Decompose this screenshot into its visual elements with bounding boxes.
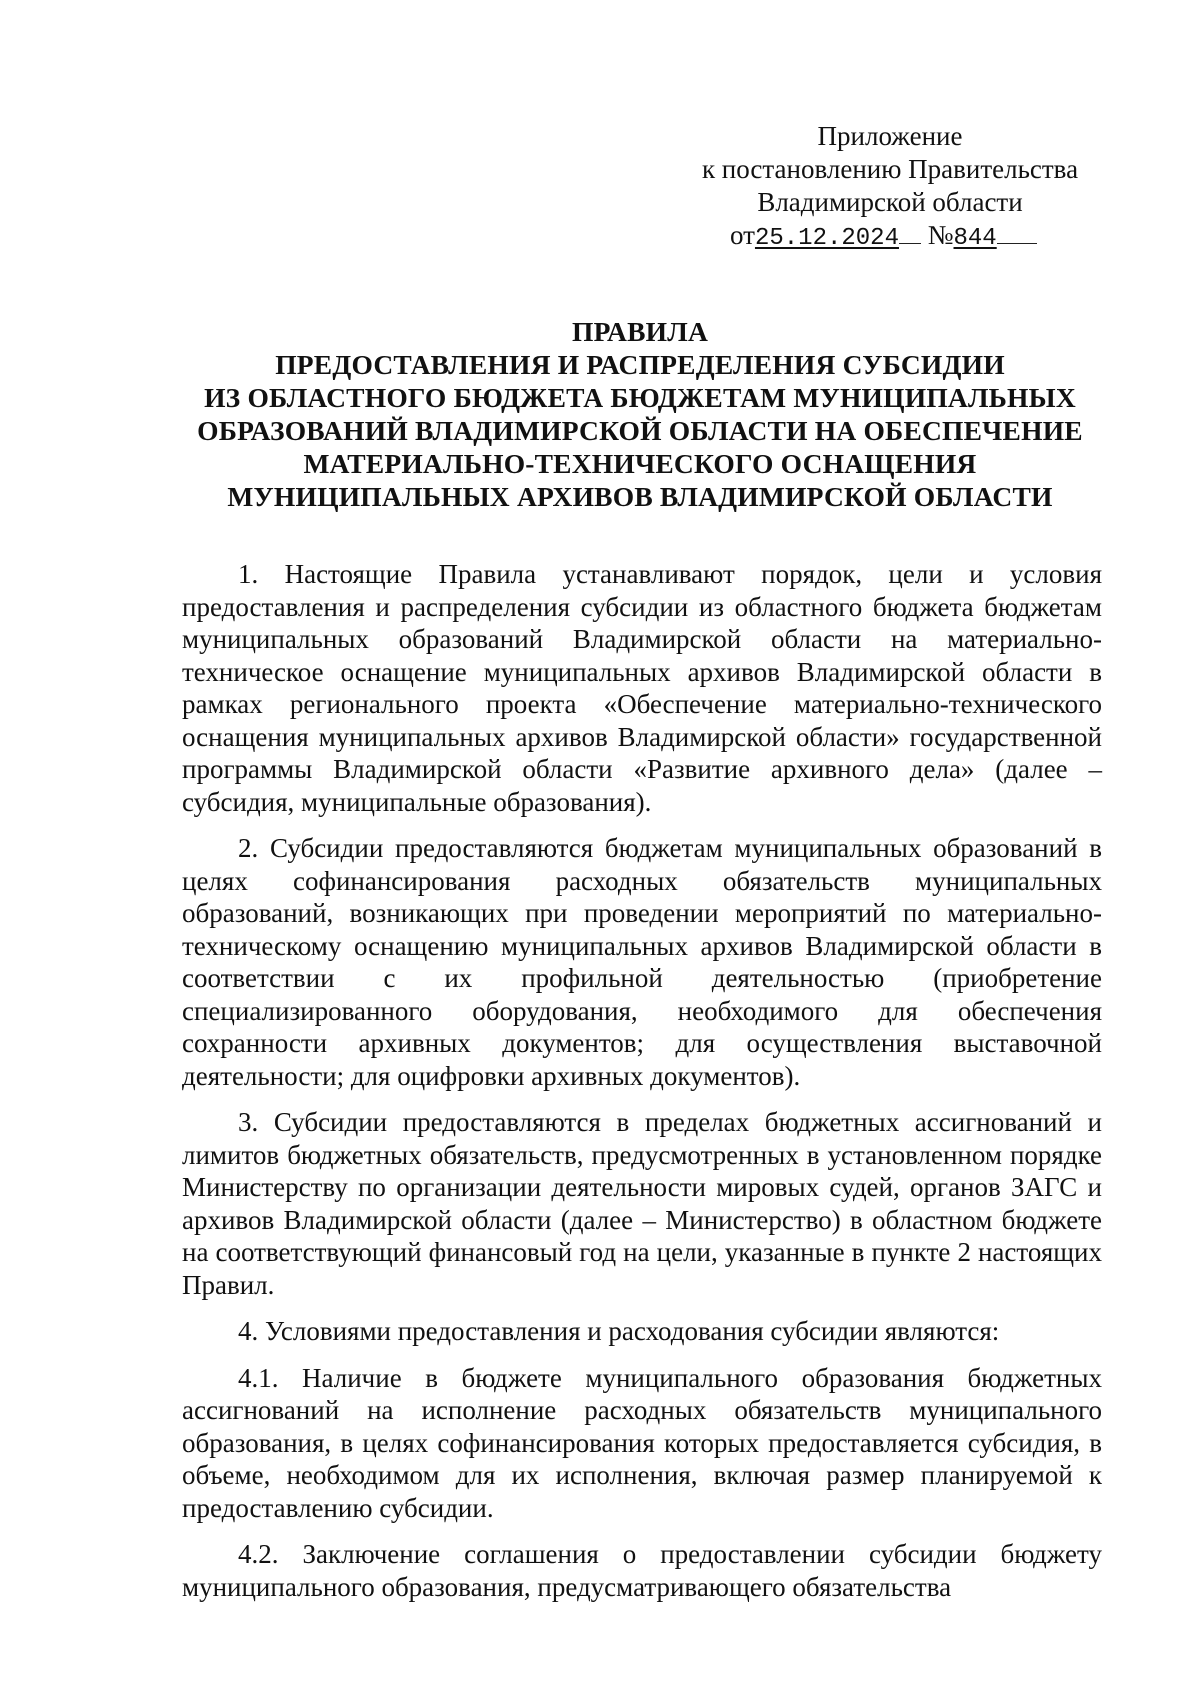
title-line: МУНИЦИПАЛЬНЫХ АРХИВОВ ВЛАДИМИРСКОЙ ОБЛАСТИ (227, 481, 1053, 512)
appendix-header (690, 120, 1090, 255)
document-body (182, 558, 1102, 1603)
title-line: ОБРАЗОВАНИЙ ВЛАДИМИРСКОЙ ОБЛАСТИ НА ОБЕСПЕЧЕНИЕ (197, 415, 1083, 446)
title-line: МАТЕРИАЛЬНО-ТЕХНИЧЕСКОГО ОСНАЩЕНИЯ (303, 448, 977, 479)
paragraph-4: 4. Условиями предоставления и расходования субсидии являются: (238, 1316, 1000, 1346)
paragraph-3: 3. Субсидии предоставляются в пределах бюджетных ассигнований и лимитов бюджетных обязательств, предусмотренных в установленном порядке Министерству по организации деятельности мировых судей, органов ЗАГС и архивов Владимирской области (далее – Министерство) в областном бюджете на соответствующий финансовый год на цели, указанные в пункте 2 настоящих Правил. (182, 1107, 1102, 1300)
document-title (180, 315, 1100, 513)
paragraph-4-2: 4.2. Заключение соглашения о предоставлении субсидии бюджету муниципального образования, предусматривающего обязательства (182, 1539, 1102, 1602)
appendix-date-number (690, 219, 1090, 255)
resolution-date: 25.12.2024 (754, 225, 899, 252)
number-prefix: № (927, 220, 954, 250)
appendix-region: Владимирской области (757, 187, 1023, 217)
title-line: ИЗ ОБЛАСТНОГО БЮДЖЕТА БЮДЖЕТАМ МУНИЦИПАЛЬНЫХ (204, 382, 1076, 413)
title-line: ПРЕДОСТАВЛЕНИЯ И РАСПРЕДЕЛЕНИЯ СУБСИДИИ (275, 349, 1005, 380)
appendix-resolution: к постановлению Правительства (701, 154, 1079, 184)
date-underline (899, 221, 921, 244)
resolution-number: 844 (953, 225, 997, 252)
appendix-label: Приложение (817, 121, 963, 151)
paragraph-2: 2. Субсидии предоставляются бюджетам муниципальных образований в целях софинансирования расходных обязательств муниципальных образований, возникающих при проведении мероприятий по материально-техническому оснащению муниципальных архивов Владимирской области в соответствии с их профильной деятельностью (приобретение специализированного оборудования, необходимого для обеспечения сохранности архивных документов; для осуществления выставочной деятельности; для оцифровки архивных документов). (182, 833, 1102, 1091)
paragraph-1: 1. Настоящие Правила устанавливают порядок, цели и условия предоставления и распределения субсидии из областного бюджета бюджетам муниципальных образований Владимирской области на материально-техническое оснащение муниципальных архивов Владимирской области в рамках регионального проекта «Обеспечение материально-технического оснащения муниципальных архивов Владимирской области» государственной программы Владимирской области «Развитие архивного дела» (далее – субсидия, муниципальные образования). (182, 559, 1102, 817)
number-underline (997, 221, 1037, 244)
date-prefix: от (730, 220, 755, 250)
title-line: ПРАВИЛА (571, 316, 708, 347)
paragraph-4-1: 4.1. Наличие в бюджете муниципального образования бюджетных ассигнований на исполнение расходных обязательств муниципального образования, в целях софинансирования которых предоставляется субсидия, в объеме, необходимом для их исполнения, включая размер планируемой к предоставлению субсидии. (182, 1362, 1102, 1523)
